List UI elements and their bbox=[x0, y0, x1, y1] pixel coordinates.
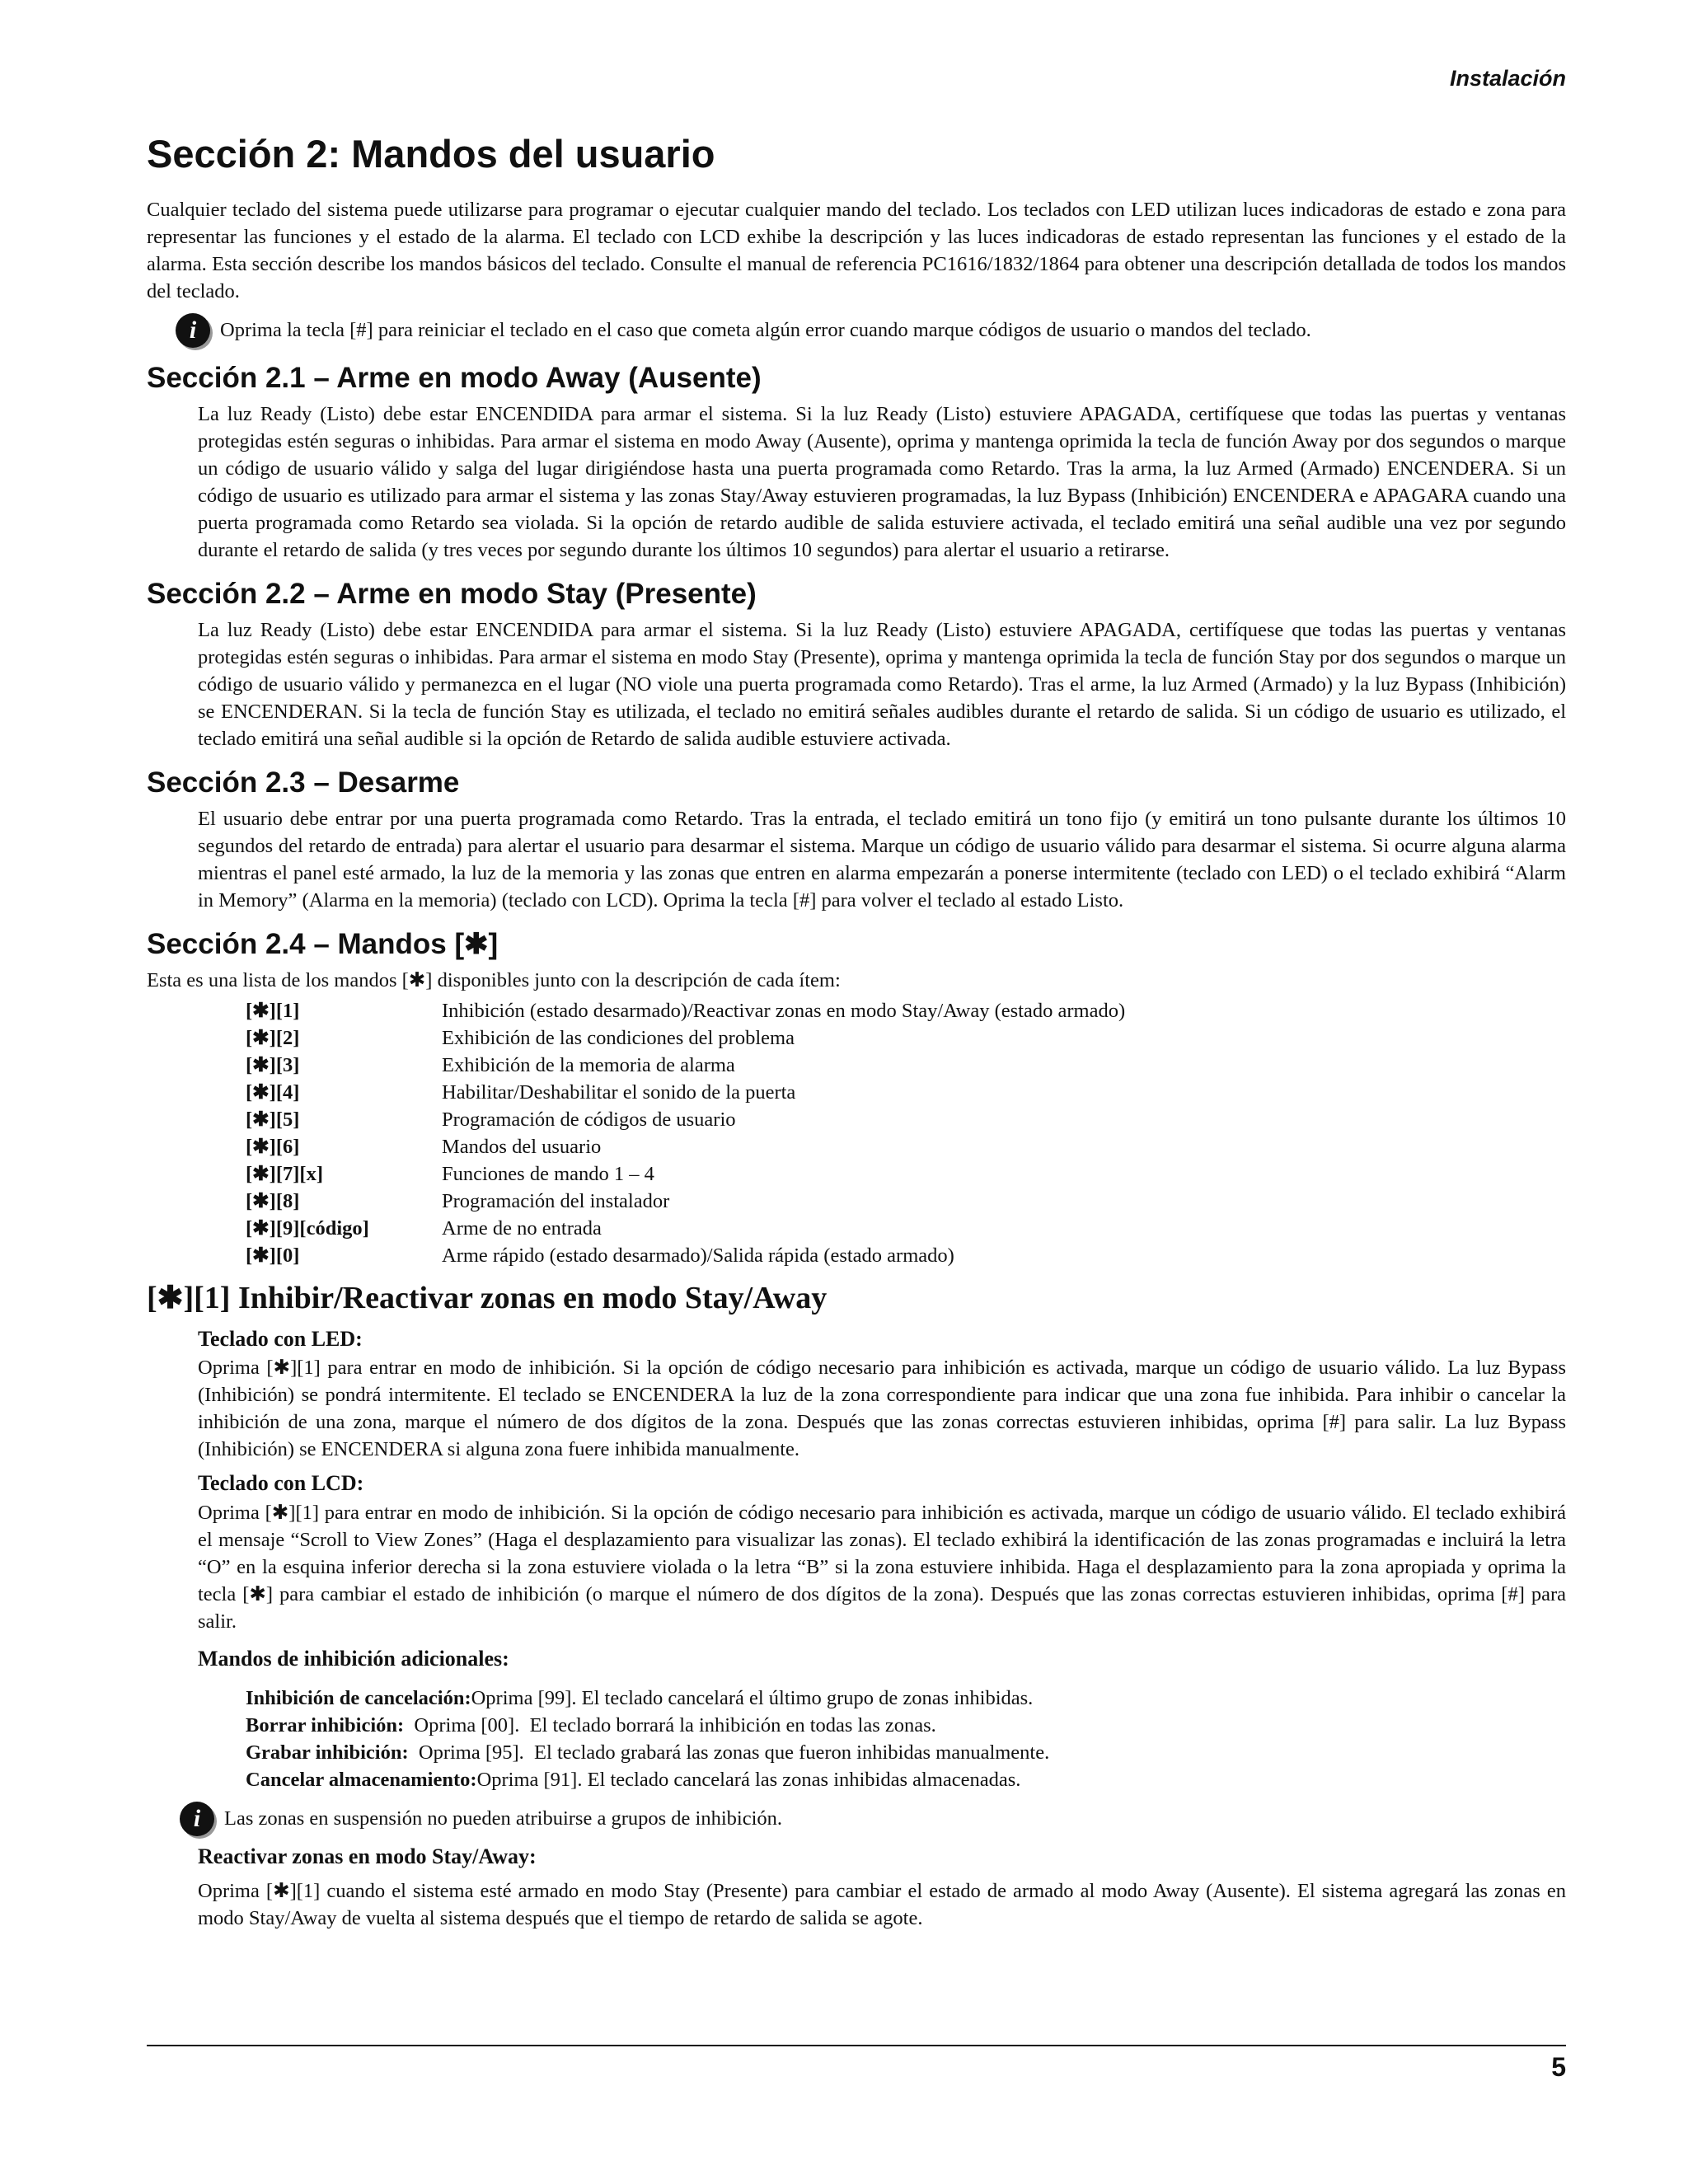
command-desc: Funciones de mando 1 – 4 bbox=[442, 1163, 654, 1186]
command-row bbox=[246, 997, 1566, 1024]
section-2-3-heading: Sección 2.3 – Desarme bbox=[147, 766, 460, 799]
additional-command-text: Oprima [99]. El teclado cancelará el último grupo de zonas inhibidas. bbox=[471, 1686, 1034, 1709]
note-suspended-zones bbox=[147, 1802, 1566, 1836]
intro-paragraph: Cualquier teclado del sistema puede utilizarse para programar o ejecutar cualquier mando del teclado. Los teclados con LED utilizan luces indicadoras de estado e zona para representar las funciones y el estado de la alarma. El teclado con LCD exhibe la descripción y las luces indicadoras de estado representan las funciones y el estado de la alarma. Esta sección describe los mandos básicos del teclado. Consulte el manual de referencia PC1616/1832/1864 para obtener una descripción detallada de todos los mandos del teclado. bbox=[147, 199, 1566, 303]
led-keypad-heading: Teclado con LED: bbox=[198, 1326, 363, 1351]
command-key: [✱][1] bbox=[246, 1000, 300, 1023]
section-2-4-intro: Esta es una lista de los mandos [✱] disponibles junto con la descripción de cada ítem: bbox=[147, 969, 841, 992]
additional-command bbox=[246, 1685, 1566, 1712]
command-key: [✱][4] bbox=[246, 1081, 300, 1104]
lcd-keypad-text: Oprima [✱][1] para entrar en modo de inhibición. Si la opción de código necesario para inhibición es activada, marque un código de usuario válido. El teclado exhibirá el mensaje “Scroll to View Zones” (Haga el desplazamiento para visualizar las zonas). El teclado exhibirá la identificación de las zonas programadas e incluirá la letra “O” en la esquina inferior derecha si la zona estuviere violada o la letra “B” si la zona estuviere inhibida. Haga el desplazamiento para la zona apropiada y oprima la tecla [✱] para cambiar el estado de inhibición (o marque el número de dos dígitos de la zona). Después que las zonas correctas estuvieren inhibidas, oprima [#] para salir. bbox=[198, 1502, 1566, 1633]
additional-command-label: Cancelar almacenamiento: bbox=[246, 1768, 477, 1791]
footer-rule bbox=[147, 2045, 1566, 2046]
page-content bbox=[147, 132, 1566, 1932]
command-desc: Arme rápido (estado desarmado)/Salida rápida (estado armado) bbox=[442, 1244, 954, 1268]
additional-command-label: Borrar inhibición: bbox=[246, 1713, 405, 1736]
command-desc: Habilitar/Deshabilitar el sonido de la puerta bbox=[442, 1081, 796, 1104]
page-number: 5 bbox=[1551, 2052, 1566, 2082]
additional-command-text: Oprima [91]. El teclado cancelará las zonas inhibidas almacenadas. bbox=[476, 1768, 1021, 1791]
additional-command-text: Oprima [95]. El teclado grabará las zonas que fueron inhibidas manualmente. bbox=[408, 1741, 1050, 1764]
command-desc: Programación del instalador bbox=[442, 1190, 670, 1213]
command-key: [✱][2] bbox=[246, 1027, 300, 1050]
additional-commands-heading: Mandos de inhibición adicionales: bbox=[198, 1647, 509, 1671]
additional-command bbox=[246, 1712, 1566, 1739]
additional-command bbox=[246, 1739, 1566, 1766]
command-row bbox=[246, 1160, 1566, 1188]
additional-commands-list bbox=[147, 1685, 1566, 1793]
section-2-4-heading: Sección 2.4 – Mandos [✱] bbox=[147, 928, 499, 961]
lcd-keypad-heading: Teclado con LCD: bbox=[198, 1471, 364, 1496]
command-desc: Mandos del usuario bbox=[442, 1136, 602, 1159]
command-key: [✱][7][x] bbox=[246, 1163, 323, 1186]
running-title: Instalación bbox=[1449, 66, 1566, 91]
section-2-1-text: La luz Ready (Listo) debe estar ENCENDIDA para armar el sistema. Si la luz Ready (Listo) estuviere APAGADA, certifíquese que todas las puertas y ventanas protegidas estén seguras o inhibidas. Para armar el sistema en modo Away (Ausente), oprima y mantenga oprimida la tecla de función Away por dos segundos o marque un código de usuario válido y salga del lugar dirigiéndose hasta una puerta programada como Retardo. Tras la arma, la luz Armed (Armado) ENCENDERA. Si un código de usuario es utilizado para armar el sistema y las zonas Stay/Away estuvieren programadas, la luz Bypass (Inhibición) ENCENDERA e APAGARA cuando una puerta programada como Retardo sea violada. Si la opción de retardo audible de salida estuviere activada, el teclado emitirá una señal audible una vez por segundo durante el retardo de salida (y tres veces por segundo durante los últimos 10 segundos) para alertar el usuario a retirarse. bbox=[198, 403, 1566, 562]
led-keypad-text: Oprima [✱][1] para entrar en modo de inhibición. Si la opción de código necesario para inhibición es activada, marque un código de usuario válido. La luz Bypass (Inhibición) se pondrá intermitente. El teclado se ENCENDERA la luz de la zona correspondiente para indicar que una zona fue inhibida. Para inhibir o cancelar la inhibición de una zona, marque el número de dos dígitos de la zona. Después que las zonas correctas estuvieren inhibidas, oprima [#] para salir. La luz Bypass (Inhibición) se ENCENDERA si alguna zona fuere inhibida manualmente. bbox=[198, 1357, 1566, 1461]
command-list bbox=[147, 997, 1566, 1269]
command-key: [✱][3] bbox=[246, 1054, 300, 1077]
command-key: [✱][9][código] bbox=[246, 1217, 369, 1240]
command-desc: Programación de códigos de usuario bbox=[442, 1108, 736, 1132]
note-reset-keypad bbox=[147, 313, 1566, 348]
additional-command-text: Oprima [00]. El teclado borrará la inhibición en todas las zonas. bbox=[404, 1713, 936, 1736]
command-row bbox=[246, 1052, 1566, 1079]
reactivate-text: Oprima [✱][1] cuando el sistema esté armado en modo Stay (Presente) para cambiar el estado de armado al modo Away (Ausente). El sistema agregará las zonas en modo Stay/Away de vuelta al sistema después que el tiempo de retardo de salida se agote. bbox=[198, 1879, 1566, 1929]
page-title: Sección 2: Mandos del usuario bbox=[147, 132, 715, 176]
command-desc: Exhibición de las condiciones del problema bbox=[442, 1027, 795, 1050]
additional-command bbox=[246, 1766, 1566, 1793]
section-2-2-text: La luz Ready (Listo) debe estar ENCENDIDA para armar el sistema. Si la luz Ready (Listo) estuviere APAGADA, certifíquese que todas las puertas y ventanas protegidas estén seguras o inhibidas. Para armar el sistema en modo Stay (Presente), oprima y mantenga oprimida la tecla de función Stay por dos segundos o marque un código de usuario válido y permanezca en el lugar (NO viole una puerta programada como Retardo). Tras el arme, la luz Armed (Armado) y la luz Bypass (Inhibición) se ENCENDERAN. Si la tecla de función Stay es utilizada, el teclado no emitirá señales audibles durante el retardo de salida. Si un código de usuario es utilizado, el teclado emitirá una señal audible si la opción de Retardo de salida audible estuviere activada. bbox=[198, 619, 1566, 751]
command-row bbox=[246, 1079, 1566, 1106]
command-row bbox=[246, 1242, 1566, 1269]
command-key: [✱][6] bbox=[246, 1136, 300, 1159]
info-icon: i bbox=[180, 1802, 214, 1836]
command-key: [✱][5] bbox=[246, 1108, 300, 1132]
section-2-2-heading: Sección 2.2 – Arme en modo Stay (Presente) bbox=[147, 578, 757, 611]
command-desc: Exhibición de la memoria de alarma bbox=[442, 1054, 735, 1077]
info-icon: i bbox=[176, 313, 210, 348]
reactivate-heading: Reactivar zonas en modo Stay/Away: bbox=[198, 1844, 537, 1868]
command-desc: Arme de no entrada bbox=[442, 1217, 602, 1240]
command-desc: Inhibición (estado desarmado)/Reactivar zonas en modo Stay/Away (estado armado) bbox=[442, 1000, 1126, 1023]
command-key: [✱][0] bbox=[246, 1244, 300, 1268]
command-row bbox=[246, 1188, 1566, 1215]
section-2-1-heading: Sección 2.1 – Arme en modo Away (Ausente) bbox=[147, 362, 762, 395]
command-key: [✱][8] bbox=[246, 1190, 300, 1213]
command-row bbox=[246, 1215, 1566, 1242]
note-text: Oprima la tecla [#] para reiniciar el teclado en el caso que cometa algún error cuando marque códigos de usuario o mandos del teclado. bbox=[220, 319, 1311, 342]
additional-command-label: Grabar inhibición: bbox=[246, 1741, 409, 1764]
bypass-command-heading: [✱][1] Inhibir/Reactivar zonas en modo Stay/Away bbox=[147, 1281, 828, 1316]
command-row bbox=[246, 1106, 1566, 1133]
section-2-3-text: El usuario debe entrar por una puerta programada como Retardo. Tras la entrada, el teclado emitirá un tono fijo (y emitirá un tono pulsante durante los últimos 10 segundos del retardo de entrada) para alertar el usuario para desarmar el sistema. Marque un código de usuario válido para desarmar el sistema. Si ocurre alguna alarma mientras el panel esté armado, la luz de la memoria y las zonas que entren en alarma empezarán a ponerse intermitente (teclado con LED) o el teclado exhibirá “Alarm in Memory” (Alarma en la memoria) (teclado con LCD). Oprima la tecla [#] para volver el teclado al estado Listo. bbox=[198, 808, 1566, 912]
command-row bbox=[246, 1133, 1566, 1160]
additional-command-label: Inhibición de cancelación: bbox=[246, 1686, 471, 1709]
note-text: Las zonas en suspensión no pueden atribuirse a grupos de inhibición. bbox=[224, 1807, 783, 1830]
command-row bbox=[246, 1024, 1566, 1052]
